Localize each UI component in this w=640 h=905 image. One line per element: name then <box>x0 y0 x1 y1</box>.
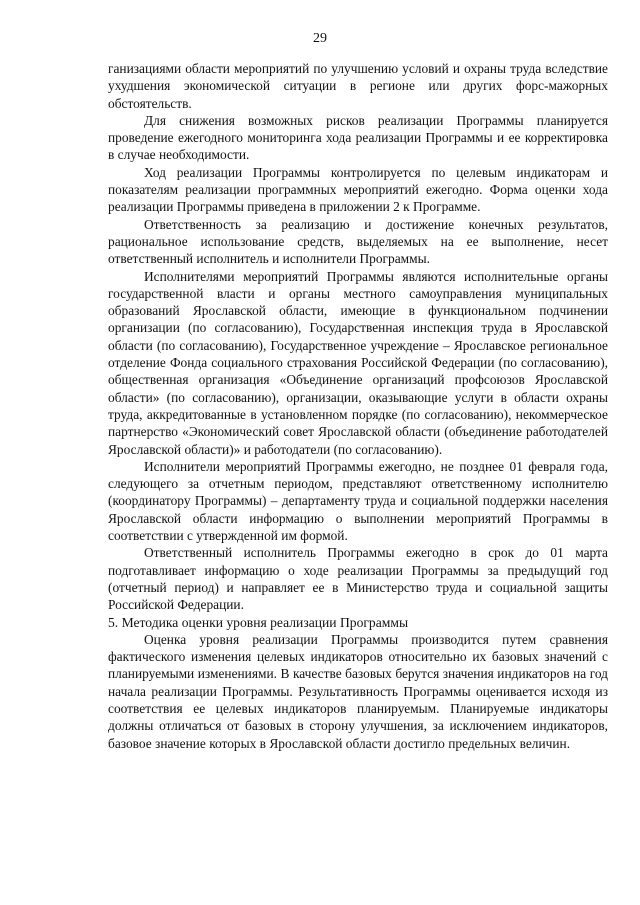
paragraph: Ответственный исполнитель Программы ежегодно в срок до 01 марта подготавливает информацию о ходе реализации Программы за предыдущий год (отчетный период) и направляет ее в Министерство труда и социальной защиты Российской Федерации. <box>108 545 608 613</box>
section-heading: 5. Методика оценки уровня реализации Программы <box>108 614 409 630</box>
paragraph: Для снижения возможных рисков реализации Программы планируется проведение ежегодного мониторинга хода реализации Программы и ее корректировка в случае необходимости. <box>108 112 608 163</box>
paragraph: Ответственность за реализацию и достижение конечных результатов, рациональное использование средств, выделяемых на ее выполнение, несет ответственный исполнитель и исполнители Программы. <box>108 216 608 267</box>
paragraph: ганизациями области мероприятий по улучшению условий и охраны труда вследствие ухудшения экономической ситуации в регионе или других форс-мажорных обстоятельств. <box>108 61 608 111</box>
paragraph: Исполнители мероприятий Программы ежегодно, не позднее 01 февраля года, следующего за отчетным периодом, представляют ответственному исполнителю (координатору Программы) – департаменту труда и социальной поддержки населения Ярославской области информацию о выполнении мероприятий Программы в соответствии с утвержденной им формой. <box>108 458 608 544</box>
paragraph: Ход реализации Программы контролируется по целевым индикаторам и показателям реализации программных мероприятий ежегодно. Форма оценки хода реализации Программы приведена в приложении 2 к Программе. <box>108 164 608 215</box>
paragraph: Исполнителями мероприятий Программы являются исполнительные органы государственной власти и органы местного самоуправления муниципальных образований Ярославской области, имеющие в функциональном подчинении организации (по согласованию), Государственная инспекция труда в Ярославской области (по согласованию), Государственное учреждение – Ярославское региональное отделение Фонда социального страхования Российской Федерации (по согласованию), общественная организация «Объединение организаций профсоюзов Ярославской области» (по согласованию), организации, оказывающие услуги в области охраны труда, аккредитованные в установленном порядке (по согласованию), некоммерческое партнерство «Экономический совет Ярославской области (объединение работодателей Ярославской области)» и работодатели (по согласованию). <box>108 268 608 457</box>
page-number: 29 <box>313 31 327 46</box>
paragraph: Оценка уровня реализации Программы производится путем сравнения фактического изменения целевых индикаторов относительно их базовых значений с планируемыми изменениями. В качестве базовых берутся значения индикаторов на год начала реализации Программы. Результативность Программы оценивается исходя из соответствия ее целевых индикаторов планируемым. Планируемые индикаторы должны отличаться от базовых в сторону улучшения, за исключением индикаторов, базовое значение которых в Ярославской области достигло предельных величин. <box>108 631 608 751</box>
body-text <box>108 60 608 752</box>
